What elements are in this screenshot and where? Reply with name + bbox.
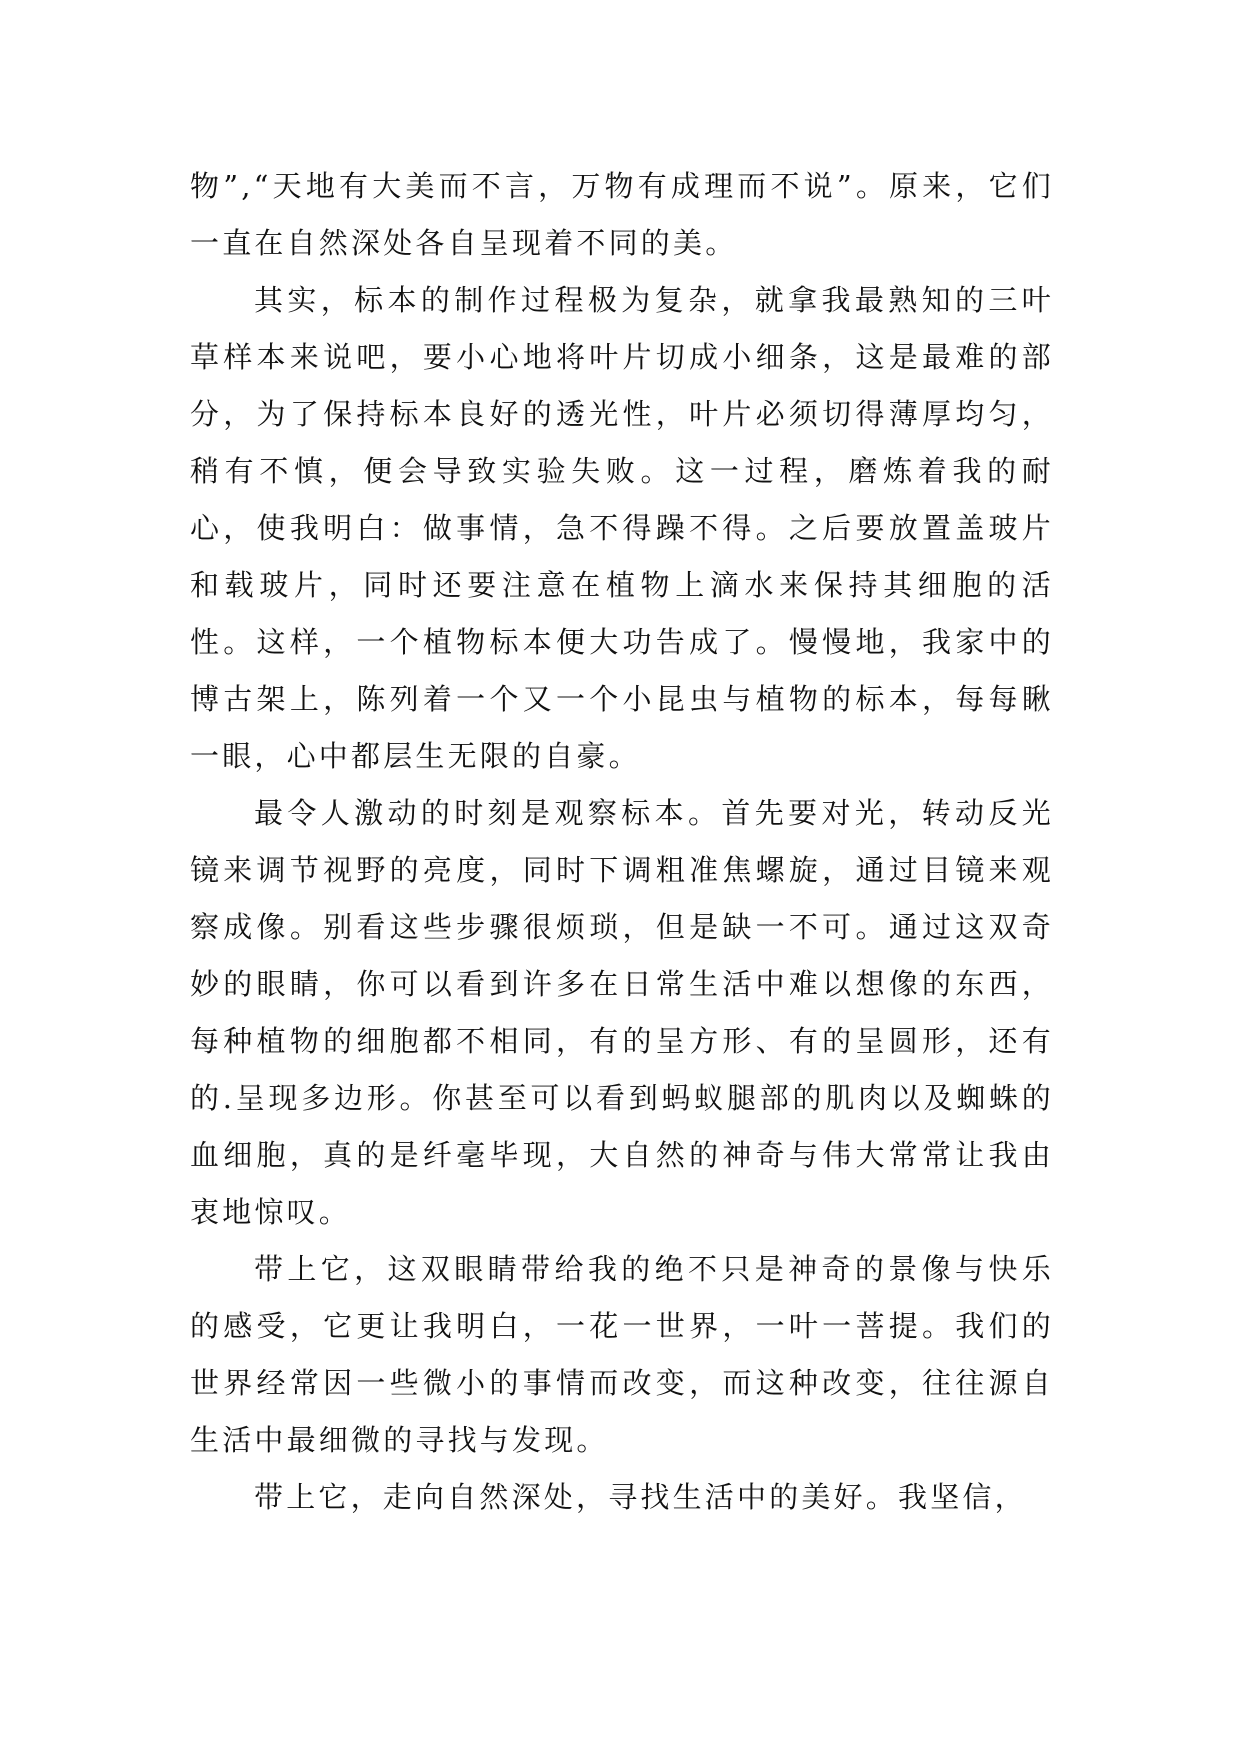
paragraph-continuation: 物”,“天地有大美而不言，万物有成理而不说”。原来，它们一直在自然深处各自呈现着不同的美。 [190, 169, 1054, 260]
paragraph-reflection: 带上它，这双眼睛带给我的绝不只是神奇的景像与快乐的感受，它更让我明白，一花一世界，一叶一菩提。我们的世界经常因一些微小的事情而改变，而这种改变，往往源自生活中最细微的寻找与发现。 [190, 1252, 1054, 1457]
essay-body [190, 158, 1054, 1526]
paragraph-closing: 带上它，走向自然深处，寻找生活中的美好。我坚信， [254, 1480, 1027, 1514]
paragraph-specimen-making: 其实，标本的制作过程极为复杂，就拿我最熟知的三叶草样本来说吧，要小心地将叶片切成小细条，这是最难的部分，为了保持标本良好的透光性，叶片必须切得薄厚均匀，稍有不慎，便会导致实验失败。这一过程，磨炼着我的耐心，使我明白：做事情，急不得躁不得。之后要放置盖玻片和载玻片，同时还要注意在植物上滴水来保持其细胞的活性。这样，一个植物标本便大功告成了。慢慢地，我家中的博古架上，陈列着一个又一个小昆虫与植物的标本，每每瞅一眼，心中都层生无限的自豪。 [190, 283, 1054, 773]
paragraph-observing-specimens: 最令人激动的时刻是观察标本。首先要对光，转动反光镜来调节视野的亮度，同时下调粗准焦螺旋，通过目镜来观察成像。别看这些步骤很烦琐，但是缺一不可。通过这双奇妙的眼睛，你可以看到许多在日常生活中难以想像的东西，每种植物的细胞都不相同，有的呈方形、有的呈圆形，还有的.呈现多边形。你甚至可以看到蚂蚁腿部的肌肉以及蜘蛛的血细胞，真的是纤毫毕现，大自然的神奇与伟大常常让我由衷地惊叹。 [190, 796, 1054, 1229]
